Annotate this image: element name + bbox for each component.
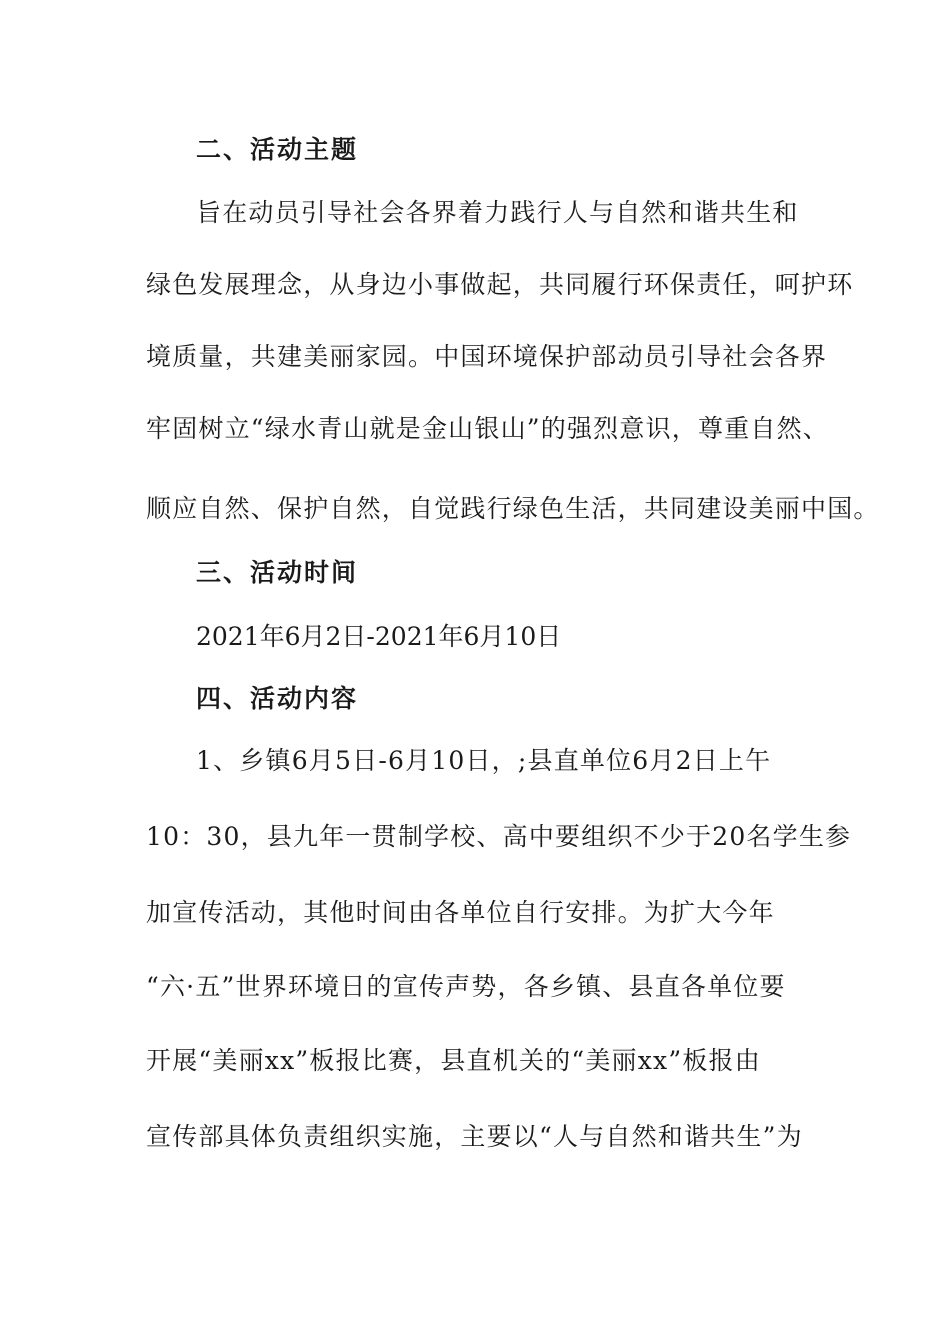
- paragraph-line: 绿色发展理念，从身边小事做起，共同履行环保责任，呵护环: [146, 270, 854, 299]
- paragraph-line: 加宣传活动，其他时间由各单位自行安排。为扩大今年: [146, 898, 775, 927]
- section-heading-theme: 二、活动主题: [196, 135, 359, 164]
- activity-date-range: 2021年6月2日-2021年6月10日: [196, 622, 562, 651]
- section-heading-time: 三、活动时间: [196, 558, 359, 587]
- paragraph-line: 顺应自然、保护自然，自觉践行绿色生活，共同建设美丽中国。: [146, 494, 880, 523]
- section-heading-content: 四、活动内容: [196, 684, 359, 713]
- paragraph-line: 开展“美丽xx”板报比赛，县直机关的“美丽xx”板报由: [146, 1046, 761, 1075]
- paragraph-line: 1、乡镇6月5日-6月10日，;县直单位6月2日上午: [196, 746, 772, 775]
- paragraph-line: 宣传部具体负责组织实施，主要以“人与自然和谐共生”为: [146, 1122, 803, 1151]
- paragraph-line: 旨在动员引导社会各界着力践行人与自然和谐共生和: [196, 198, 799, 227]
- paragraph-line: “六·五”世界环境日的宣传声势，各乡镇、县直各单位要: [146, 972, 786, 1001]
- paragraph-line: 境质量，共建美丽家园。中国环境保护部动员引导社会各界: [146, 342, 828, 371]
- paragraph-line: 10：30，县九年一贯制学校、高中要组织不少于20名学生参: [146, 822, 852, 851]
- paragraph-line: 牢固树立“绿水青山就是金山银山”的强烈意识，尊重自然、: [146, 414, 829, 443]
